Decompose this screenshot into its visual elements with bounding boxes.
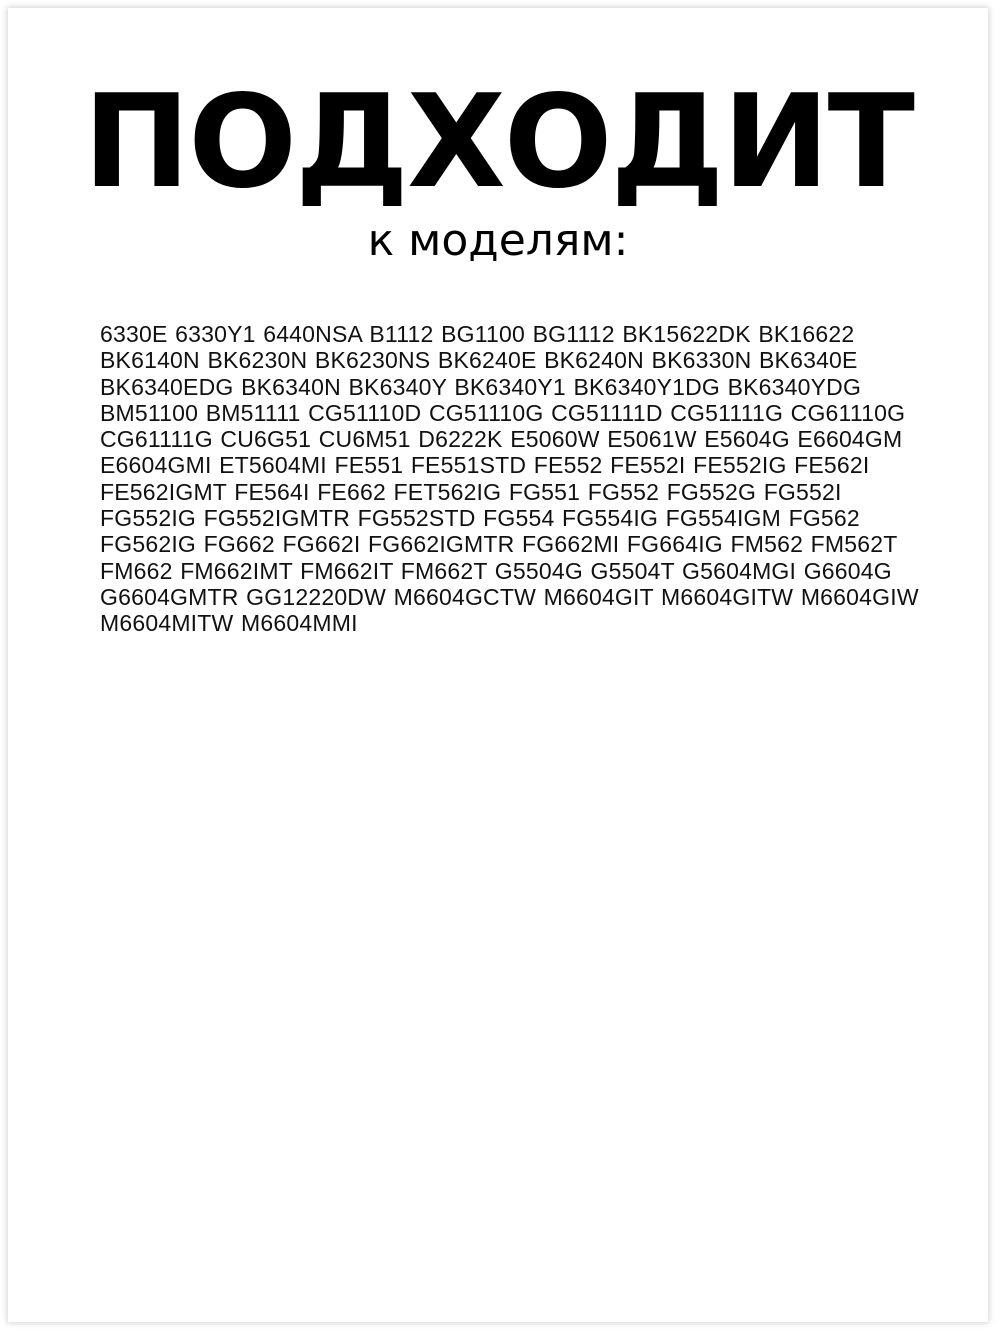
model-item: BK6340YDG xyxy=(727,373,862,400)
model-item: FM662T xyxy=(400,557,488,584)
model-item: BK6340Y xyxy=(348,373,447,400)
model-item: FG552 xyxy=(587,478,660,505)
model-item: M6604MITW xyxy=(100,610,234,637)
model-item: FE562IGMT xyxy=(100,478,227,505)
model-item: FG552G xyxy=(666,478,757,505)
model-item: CU6M51 xyxy=(318,426,411,453)
model-item: BG1100 xyxy=(441,321,525,347)
model-item: CG61110G xyxy=(790,399,906,426)
page-subtitle: к моделям: xyxy=(367,215,629,266)
model-item: FE662 xyxy=(317,478,386,505)
model-item: G5504T xyxy=(590,557,675,584)
model-item: BM51111 xyxy=(205,399,301,426)
model-item: BK6330N xyxy=(651,347,752,374)
document-page xyxy=(8,8,988,1322)
model-item: FE564I xyxy=(234,478,310,505)
model-item: FE552I xyxy=(610,452,686,479)
model-item: FG552IGMTR xyxy=(203,505,351,532)
model-item: BM51100 xyxy=(100,399,199,426)
model-item: M6604MMI xyxy=(241,610,358,637)
model-item: FE552IG xyxy=(693,452,787,479)
model-item: FG551 xyxy=(508,478,581,505)
model-item: FM662IMT xyxy=(180,557,293,584)
model-item: 6330E xyxy=(100,321,168,347)
model-item: FE552 xyxy=(533,452,603,479)
model-item: FG662I xyxy=(282,531,361,558)
model-item: 6440NSA xyxy=(263,321,362,347)
model-item: FG554IG xyxy=(562,505,659,532)
model-item: BK6240E xyxy=(437,347,537,374)
model-item: CG61111G xyxy=(100,426,213,453)
model-item: FG662MI xyxy=(522,531,620,558)
model-item: FM662IT xyxy=(300,557,394,584)
page-title: ПОДХОДИТ xyxy=(83,68,913,217)
model-item: CG51110D xyxy=(308,399,422,426)
model-item: BK6240N xyxy=(544,347,644,374)
model-list xyxy=(100,321,920,637)
model-item: CG51111D xyxy=(551,399,663,426)
model-item: E5061W xyxy=(607,426,697,453)
model-item: FG662IGMTR xyxy=(368,531,515,558)
model-item: FG552IG xyxy=(100,505,196,532)
model-item: CG51111G xyxy=(670,399,784,426)
model-item: E6604GMI xyxy=(100,452,212,479)
model-item: BK6230NS xyxy=(314,347,431,374)
model-item: G6604GMTR xyxy=(100,583,239,610)
model-item: G6604G xyxy=(803,557,892,584)
model-item: FG562 xyxy=(788,505,860,532)
model-item: CG51110G xyxy=(428,399,544,426)
model-item: M6604GCTW xyxy=(393,583,537,610)
model-item: 6330Y1 xyxy=(175,321,256,347)
model-item: M6604GITW xyxy=(661,583,794,610)
model-item: BK6340Y1 xyxy=(454,373,566,400)
model-item: E6604GM xyxy=(797,426,903,453)
model-item: BK15622DK xyxy=(622,321,751,347)
model-item: M6604GIT xyxy=(543,583,654,610)
model-item: M6604GIW xyxy=(800,583,919,610)
model-item: FG552STD xyxy=(357,505,476,532)
model-item: G5604MGI xyxy=(682,557,797,584)
model-item: FM562T xyxy=(810,531,898,558)
model-item: FG552I xyxy=(763,478,842,505)
model-item: FG664IG xyxy=(626,531,723,558)
model-item: E5060W xyxy=(510,426,600,453)
model-item: ET5604MI xyxy=(219,452,327,479)
model-item: D6222K xyxy=(418,426,503,453)
model-item: BK16622 xyxy=(758,321,855,347)
model-item: GG12220DW xyxy=(246,583,387,610)
model-item: FM562 xyxy=(730,531,804,558)
model-item: BK6140N xyxy=(100,347,200,374)
model-item: FE551 xyxy=(334,452,404,479)
model-item: E5604G xyxy=(704,426,790,453)
model-item: CU6G51 xyxy=(220,426,312,453)
model-item: BK6340N xyxy=(241,373,341,400)
model-item: BK6340Y1DG xyxy=(573,373,720,400)
model-item: FG662 xyxy=(203,531,275,558)
model-item: FM662 xyxy=(100,557,173,584)
model-item: FE551STD xyxy=(410,452,527,479)
model-item: FG562IG xyxy=(100,531,196,558)
model-item: B1112 xyxy=(369,321,434,347)
model-item: BK6340EDG xyxy=(100,373,234,400)
model-item: G5504G xyxy=(494,557,583,584)
model-item: BG1112 xyxy=(532,321,615,347)
model-item: FG554 xyxy=(483,505,555,532)
model-item: FE562I xyxy=(794,452,870,479)
model-item: BK6340E xyxy=(759,347,858,374)
model-item: FET562IG xyxy=(393,478,502,505)
model-item: BK6230N xyxy=(207,347,308,374)
model-item: FG554IGM xyxy=(665,505,781,532)
